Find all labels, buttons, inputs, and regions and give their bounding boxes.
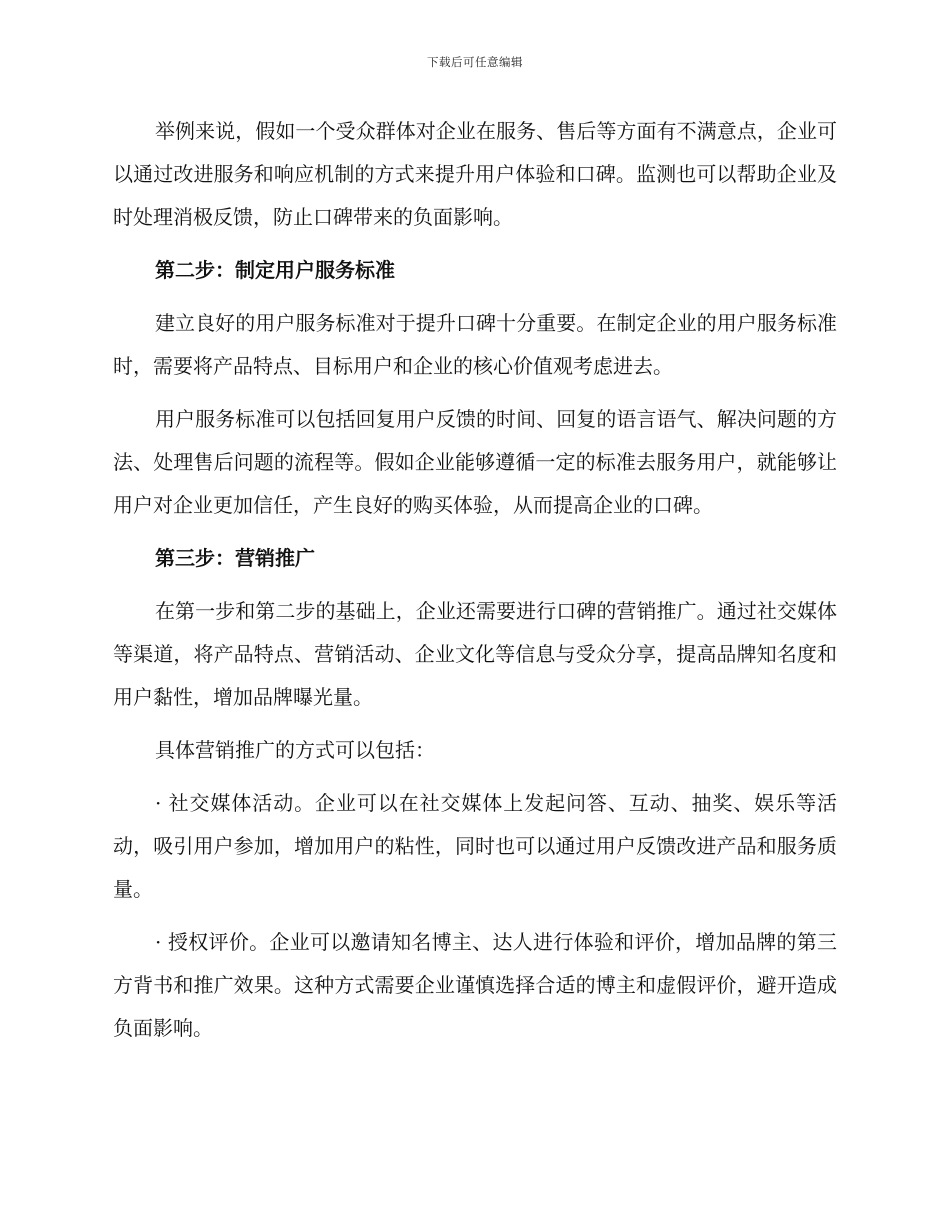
paragraph-marketing-intro: 在第一步和第二步的基础上，企业还需要进行口碑的营销推广。通过社交媒体等渠道，将产品特点、营销活动、企业文化等信息与受众分享，提高品牌知名度和用户黏性，增加品牌曝光量。: [113, 599, 837, 709]
paragraph-feedback-monitoring: 举例来说，假如一个受众群体对企业在服务、售后等方面有不满意点，企业可以通过改进服务和响应机制的方式来提升用户体验和口碑。监测也可以帮助企业及时处理消极反馈，防止口碑带来的负面影响。: [113, 119, 837, 229]
heading-step-two: 第二步：制定用户服务标准: [155, 258, 395, 282]
list-item-authorized-review: · 授权评价。企业可以邀请知名博主、达人进行体验和评价，增加品牌的第三方背书和推广效果。这种方式需要企业谨慎选择合适的博主和虚假评价，避开造成负面影响。: [113, 930, 837, 1040]
document-body: [113, 110, 837, 1060]
heading-step-three: 第三步：营销推广: [155, 546, 315, 570]
paragraph-service-standard-details: 用户服务标准可以包括回复用户反馈的时间、回复的语言语气、解决问题的方法、处理售后问题的流程等。假如企业能够遵循一定的标准去服务用户，就能够让用户对企业更加信任，产生良好的购买体验，从而提高企业的口碑。: [113, 407, 837, 517]
paragraph-service-standard-intro: 建立良好的用户服务标准对于提升口碑十分重要。在制定企业的用户服务标准时，需要将产品特点、目标用户和企业的核心价值观考虑进去。: [113, 311, 837, 378]
list-item-social-media: · 社交媒体活动。企业可以在社交媒体上发起问答、互动、抽奖、娱乐等活动，吸引用户参加，增加用户的粘性，同时也可以通过用户反馈改进产品和服务质量。: [113, 791, 837, 901]
page-header-note: 下载后可任意编辑: [427, 55, 523, 69]
paragraph-marketing-methods: 具体营销推广的方式可以包括：: [155, 738, 435, 762]
